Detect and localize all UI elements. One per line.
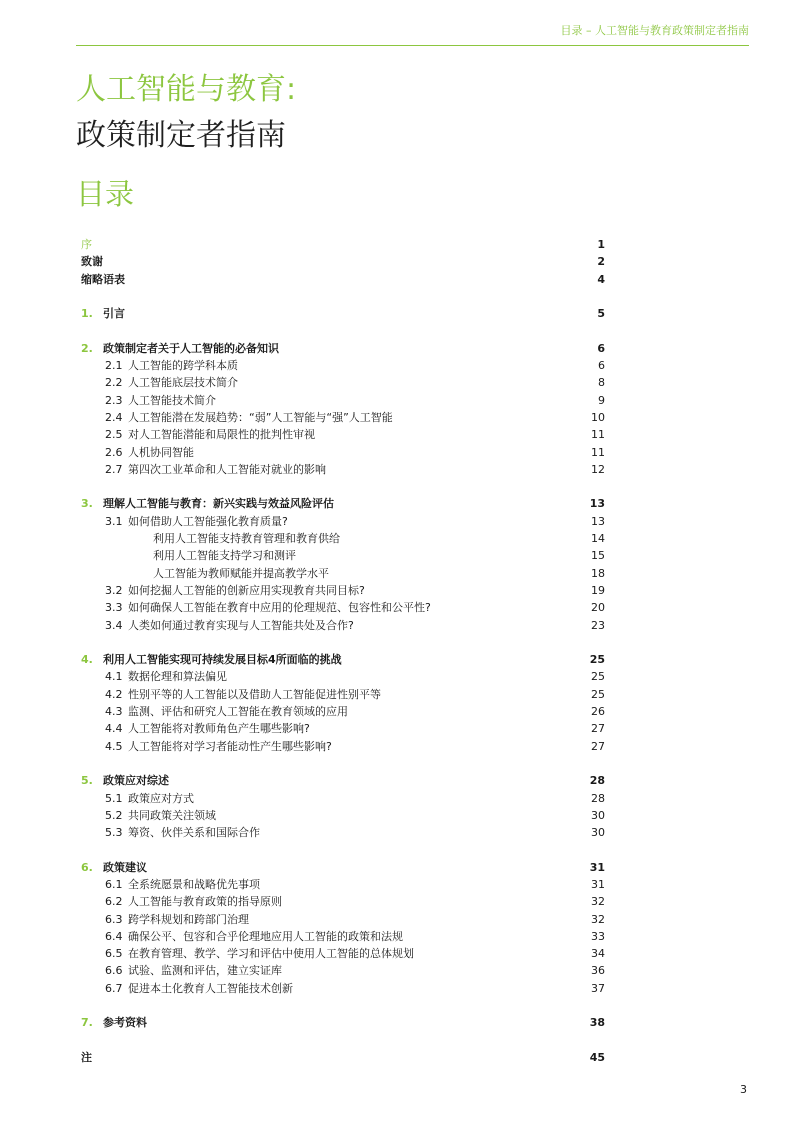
toc-entry-notes[interactable]: [81, 1049, 605, 1066]
toc-section-entry[interactable]: [81, 599, 605, 616]
section-page: 15: [591, 549, 605, 563]
chapter-page: 5: [597, 307, 605, 321]
section-page: 33: [591, 929, 605, 943]
section-title: 全系统愿景和战略优先事项: [128, 877, 260, 891]
section-number: 4.2: [105, 687, 123, 701]
section-page: 23: [591, 618, 605, 632]
section-page: 20: [591, 601, 605, 615]
title-line-2: 政策制定者指南: [76, 118, 286, 153]
section-number: 5.1: [105, 791, 123, 805]
toc-section-entry[interactable]: [81, 790, 605, 807]
header-rule: [76, 45, 749, 46]
section-page: 32: [591, 895, 605, 909]
section-number: 2.2: [105, 376, 123, 390]
section-number: 3.2: [105, 583, 123, 597]
section-number: 3.1: [105, 514, 123, 528]
chapter-page: 6: [597, 341, 605, 355]
section-title: 利用人工智能支持学习和测评: [153, 549, 296, 563]
section-page: 26: [591, 705, 605, 719]
toc-spacer: [81, 997, 605, 1014]
section-title: 政策应对方式: [128, 791, 194, 805]
toc-section-entry[interactable]: [81, 807, 605, 824]
section-number: 2.6: [105, 445, 123, 459]
toc-spacer: [81, 634, 605, 651]
toc-section-entry[interactable]: [81, 738, 605, 755]
section-title: 如何挖掘人工智能的创新应用实现教育共同目标?: [128, 583, 365, 597]
section-page: 27: [591, 739, 605, 753]
section-number: 2.7: [105, 462, 123, 476]
chapter-number: 2.: [81, 341, 93, 355]
section-page: 30: [591, 826, 605, 840]
toc-section-entry[interactable]: [81, 686, 605, 703]
section-title: 人工智能的跨学科本质: [128, 359, 238, 373]
section-title: 如何确保人工智能在教育中应用的伦理规范、包容性和公平性?: [128, 601, 431, 615]
section-page: 36: [591, 964, 605, 978]
toc-entry-page: 1: [597, 238, 605, 251]
toc-section-entry[interactable]: [81, 565, 605, 582]
toc-section-entry[interactable]: [81, 703, 605, 720]
toc-entry-acknowledgements[interactable]: [81, 253, 605, 270]
section-page: 12: [591, 462, 605, 476]
table-of-contents: [81, 236, 605, 1066]
toc-chapter-entry[interactable]: [81, 651, 605, 668]
chapter-title: 理解人工智能与教育：新兴实践与效益风险评估: [103, 497, 334, 511]
section-title: 人工智能底层技术简介: [128, 376, 238, 390]
toc-chapter-entry[interactable]: [81, 859, 605, 876]
toc-section-entry[interactable]: [81, 530, 605, 547]
section-title: 人工智能与教育政策的指导原则: [128, 895, 282, 909]
toc-section-entry[interactable]: [81, 374, 605, 391]
section-number: 3.3: [105, 601, 123, 615]
section-number: 5.2: [105, 808, 123, 822]
chapter-number: 4.: [81, 653, 93, 667]
chapter-number: 3.: [81, 497, 93, 511]
section-number: 6.7: [105, 981, 123, 995]
toc-section-entry[interactable]: [81, 945, 605, 962]
section-number: 4.4: [105, 722, 123, 736]
toc-section-entry[interactable]: [81, 911, 605, 928]
toc-section-entry[interactable]: [81, 876, 605, 893]
toc-entry-page: 45: [589, 1050, 605, 1064]
toc-section-entry[interactable]: [81, 426, 605, 443]
section-page: 10: [591, 410, 605, 424]
chapter-page: 28: [589, 774, 605, 788]
toc-section-entry[interactable]: [81, 444, 605, 461]
section-number: 2.4: [105, 410, 123, 424]
section-title: 人类如何通过教育实现与人工智能共处及合作?: [128, 618, 354, 632]
section-page: 11: [591, 428, 605, 442]
chapter-title: 参考资料: [103, 1016, 147, 1030]
section-title: 性别平等的人工智能以及借助人工智能促进性别平等: [128, 687, 381, 701]
toc-heading: 目录: [76, 177, 135, 211]
toc-chapter-entry[interactable]: [81, 772, 605, 789]
section-number: 6.5: [105, 947, 123, 961]
section-title: 人工智能将对学习者能动性产生哪些影响?: [128, 739, 332, 753]
toc-section-entry[interactable]: [81, 409, 605, 426]
section-title: 在教育管理、教学、学习和评估中使用人工智能的总体规划: [128, 947, 414, 961]
toc-section-entry[interactable]: [81, 668, 605, 685]
running-head: 目录 – 人工智能与教育政策制定者指南: [560, 24, 749, 37]
section-number: 3.4: [105, 618, 123, 632]
chapter-title: 政策制定者关于人工智能的必备知识: [103, 341, 279, 355]
section-number: 2.1: [105, 359, 123, 373]
toc-entry-label: 注: [81, 1050, 92, 1064]
toc-chapter-entry[interactable]: [81, 1014, 605, 1031]
toc-entry-abbreviations[interactable]: [81, 271, 605, 288]
toc-spacer: [81, 841, 605, 858]
toc-section-entry[interactable]: [81, 824, 605, 841]
section-number: 4.1: [105, 670, 123, 684]
toc-section-entry[interactable]: [81, 582, 605, 599]
section-page: 9: [598, 393, 605, 407]
toc-section-entry[interactable]: [81, 962, 605, 979]
section-title: 如何借助人工智能强化教育质量?: [128, 514, 288, 528]
section-page: 25: [591, 687, 605, 701]
toc-spacer: [81, 755, 605, 772]
section-number: 4.3: [105, 705, 123, 719]
chapter-page: 25: [589, 653, 605, 667]
chapter-number: 5.: [81, 774, 93, 788]
toc-chapter-entry[interactable]: [81, 340, 605, 357]
chapter-title: 政策建议: [103, 860, 147, 874]
section-page: 25: [591, 670, 605, 684]
chapter-number: 7.: [81, 1016, 93, 1030]
toc-section-entry[interactable]: [81, 980, 605, 997]
toc-section-entry[interactable]: [81, 461, 605, 478]
section-title: 利用人工智能支持教育管理和教育供给: [153, 532, 340, 546]
toc-chapter-entry[interactable]: [81, 305, 605, 322]
section-page: 30: [591, 808, 605, 822]
toc-spacer: [81, 288, 605, 305]
chapter-number: 1.: [81, 307, 93, 321]
chapter-title: 利用人工智能实现可持续发展目标4所面临的挑战: [103, 653, 342, 667]
toc-section-entry[interactable]: [81, 928, 605, 945]
section-title: 监测、评估和研究人工智能在教育领域的应用: [128, 705, 348, 719]
toc-spacer: [81, 1032, 605, 1049]
section-page: 8: [598, 376, 605, 390]
toc-section-entry[interactable]: [81, 720, 605, 737]
section-number: 4.5: [105, 739, 123, 753]
toc-entry-page: 4: [597, 272, 605, 286]
section-page: 31: [591, 877, 605, 891]
toc-section-entry[interactable]: [81, 893, 605, 910]
section-number: 2.3: [105, 393, 123, 407]
chapter-title: 政策应对综述: [103, 774, 169, 788]
chapter-page: 38: [589, 1016, 605, 1030]
section-page: 32: [591, 912, 605, 926]
toc-entry-page: 2: [597, 255, 605, 269]
section-number: 6.2: [105, 895, 123, 909]
section-title: 人工智能为教师赋能并提高教学水平: [153, 566, 329, 580]
section-title: 人工智能技术简介: [128, 393, 216, 407]
section-title: 跨学科规划和跨部门治理: [128, 912, 249, 926]
section-page: 28: [591, 791, 605, 805]
section-title: 共同政策关注领域: [128, 808, 216, 822]
section-title: 促进本土化教育人工智能技术创新: [128, 981, 293, 995]
section-page: 13: [591, 514, 605, 528]
section-page: 14: [591, 532, 605, 546]
section-title: 人工智能潜在发展趋势：“弱”人工智能与“强”人工智能: [128, 410, 393, 424]
title-line-1: 人工智能与教育:: [76, 72, 297, 107]
section-page: 6: [598, 359, 605, 373]
toc-section-entry[interactable]: [81, 357, 605, 374]
chapter-number: 6.: [81, 860, 93, 874]
section-page: 19: [591, 583, 605, 597]
section-number: 6.1: [105, 877, 123, 891]
section-page: 18: [591, 566, 605, 580]
section-page: 37: [591, 981, 605, 995]
toc-entry-label: 缩略语表: [81, 272, 125, 286]
toc-chapter-entry[interactable]: [81, 495, 605, 512]
toc-entry-label: 序: [81, 238, 92, 251]
section-number: 6.3: [105, 912, 123, 926]
section-number: 2.5: [105, 428, 123, 442]
section-number: 6.6: [105, 964, 123, 978]
toc-spacer: [81, 478, 605, 495]
toc-section-entry[interactable]: [81, 392, 605, 409]
section-title: 试验、监测和评估，建立实证库: [128, 964, 282, 978]
chapter-page: 31: [589, 860, 605, 874]
section-title: 第四次工业革命和人工智能对就业的影响: [128, 462, 326, 476]
section-title: 数据伦理和算法偏见: [128, 670, 227, 684]
toc-section-entry[interactable]: [81, 617, 605, 634]
toc-section-entry[interactable]: [81, 547, 605, 564]
toc-spacer: [81, 322, 605, 339]
section-page: 11: [591, 445, 605, 459]
section-title: 确保公平、包容和合乎伦理地应用人工智能的政策和法规: [128, 929, 403, 943]
page-number: 3: [740, 1083, 747, 1096]
section-title: 对人工智能潜能和局限性的批判性审视: [128, 428, 315, 442]
toc-entry-label: 致谢: [81, 255, 103, 269]
toc-entry-preface[interactable]: [81, 236, 605, 253]
section-page: 27: [591, 722, 605, 736]
section-page: 34: [591, 947, 605, 961]
chapter-title: 引言: [103, 307, 125, 321]
section-title: 人机协同智能: [128, 445, 194, 459]
section-number: 5.3: [105, 826, 123, 840]
section-title: 筹资、伙伴关系和国际合作: [128, 826, 260, 840]
toc-section-entry[interactable]: [81, 513, 605, 530]
chapter-page: 13: [589, 497, 605, 511]
toc-chapters: [81, 288, 605, 1032]
section-title: 人工智能将对教师角色产生哪些影响?: [128, 722, 310, 736]
section-number: 6.4: [105, 929, 123, 943]
